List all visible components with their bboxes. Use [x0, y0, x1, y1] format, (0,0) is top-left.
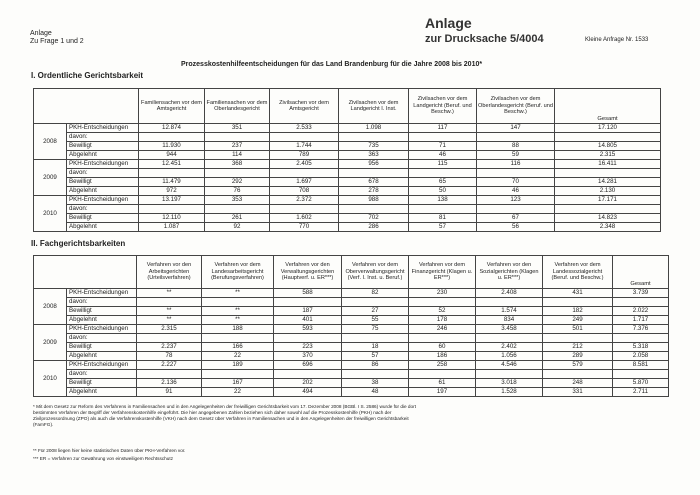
value-cell: ** [137, 307, 202, 316]
row-label: davon: [67, 298, 137, 307]
value-cell [274, 334, 342, 343]
value-cell: 14.805 [555, 142, 661, 151]
row-label: Bewilligt [67, 307, 137, 316]
table-row [34, 214, 661, 223]
value-cell: 331 [543, 388, 613, 397]
table-row [34, 325, 669, 334]
value-cell: 188 [202, 325, 274, 334]
table-row [34, 334, 669, 343]
value-cell [137, 370, 202, 379]
value-cell: 12.874 [139, 124, 205, 133]
value-cell: 57 [342, 352, 409, 361]
table-row [34, 289, 669, 298]
table-row [34, 370, 669, 379]
row-label: Bewilligt [67, 178, 139, 187]
value-cell: 2.408 [476, 289, 543, 298]
value-cell: 246 [409, 325, 476, 334]
value-cell: 27 [342, 307, 409, 316]
row-label: Abgelehnt [67, 352, 137, 361]
footnote-3: *** ER = Verfahren zur Gewährung von einstweiligem Rechtsschutz [33, 456, 174, 461]
section1-title: I. Ordentliche Gerichtsbarkeit [31, 71, 144, 80]
value-cell: 2.130 [555, 187, 661, 196]
value-cell: 123 [477, 196, 555, 205]
value-cell: 292 [205, 178, 270, 187]
table-row [34, 124, 661, 133]
value-cell: 59 [477, 151, 555, 160]
value-cell: 11.930 [139, 142, 205, 151]
year-cell: 2008 [34, 124, 67, 160]
value-cell: 3.739 [613, 289, 669, 298]
value-cell: 88 [477, 142, 555, 151]
section2-title: II. Fachgerichtsbarkeiten [31, 239, 126, 248]
value-cell: 678 [339, 178, 409, 187]
table-header-row [34, 256, 669, 289]
value-cell: 55 [342, 316, 409, 325]
drucksache-title: zur Drucksache 5/4004 [425, 33, 544, 45]
table-row [34, 298, 669, 307]
value-cell: 223 [274, 343, 342, 352]
value-cell: 258 [409, 361, 476, 370]
value-cell: 17.120 [555, 124, 661, 133]
row-label: davon: [67, 133, 139, 142]
value-cell: 248 [543, 379, 613, 388]
value-cell [476, 370, 543, 379]
value-cell: 114 [205, 151, 270, 160]
value-cell: ** [202, 307, 274, 316]
value-cell [202, 334, 274, 343]
value-cell: 2.315 [555, 151, 661, 160]
column-header: Verfahren vor dem Finanzgericht (Klagen u. ER***) [409, 256, 476, 289]
value-cell: 16.411 [555, 160, 661, 169]
value-cell: 1.602 [270, 214, 339, 223]
column-header: Gesamt [613, 256, 669, 289]
value-cell: 770 [270, 223, 339, 232]
value-cell: 956 [339, 160, 409, 169]
value-cell [476, 298, 543, 307]
value-cell: 48 [342, 388, 409, 397]
value-cell: 65 [409, 178, 477, 187]
value-cell [409, 133, 477, 142]
value-cell: 76 [205, 187, 270, 196]
column-header: Verfahren vor den Arbeitsgerichten (Urteilsverfahren) [137, 256, 202, 289]
value-cell: 368 [205, 160, 270, 169]
value-cell [137, 298, 202, 307]
column-header: Verfahren vor dem Landessozialgericht (Beruf. und Beschw.) [543, 256, 613, 289]
value-cell: 86 [342, 361, 409, 370]
row-label: Bewilligt [67, 343, 137, 352]
value-cell: ** [137, 316, 202, 325]
value-cell: 286 [339, 223, 409, 232]
table-row [34, 142, 661, 151]
header-blank-cell [34, 89, 139, 124]
value-cell: 11.479 [139, 178, 205, 187]
value-cell: 289 [543, 352, 613, 361]
value-cell [409, 370, 476, 379]
value-cell: 1.528 [476, 388, 543, 397]
value-cell: 353 [205, 196, 270, 205]
value-cell: 593 [274, 325, 342, 334]
value-cell [543, 334, 613, 343]
value-cell: ** [202, 316, 274, 325]
value-cell: 370 [274, 352, 342, 361]
table-row [34, 151, 661, 160]
row-label: PKH-Entscheidungen [67, 289, 137, 298]
value-cell: 2.348 [555, 223, 661, 232]
column-header: Familiensachen vor dem Amtsgericht [139, 89, 205, 124]
value-cell [477, 169, 555, 178]
table-row [34, 187, 661, 196]
row-label: Abgelehnt [67, 316, 137, 325]
table-row [34, 196, 661, 205]
value-cell: 46 [409, 151, 477, 160]
value-cell [613, 370, 669, 379]
value-cell: 261 [205, 214, 270, 223]
value-cell: 3.018 [476, 379, 543, 388]
value-cell [342, 298, 409, 307]
value-cell: 696 [274, 361, 342, 370]
zu-frage-label: Zu Frage 1 und 2 [30, 38, 84, 45]
value-cell: 2.533 [270, 124, 339, 133]
value-cell [613, 334, 669, 343]
value-cell: 212 [543, 343, 613, 352]
value-cell: 1.717 [613, 316, 669, 325]
value-cell [409, 334, 476, 343]
value-cell [202, 298, 274, 307]
value-cell [139, 133, 205, 142]
value-cell: 5.870 [613, 379, 669, 388]
value-cell: 189 [202, 361, 274, 370]
table-row [34, 307, 669, 316]
value-cell: 834 [476, 316, 543, 325]
row-label: davon: [67, 334, 137, 343]
table-row [34, 205, 661, 214]
value-cell [205, 169, 270, 178]
value-cell: 431 [543, 289, 613, 298]
row-label: PKH-Entscheidungen [67, 361, 137, 370]
table-row [34, 223, 661, 232]
value-cell [555, 133, 661, 142]
value-cell: 944 [139, 151, 205, 160]
row-label: PKH-Entscheidungen [67, 160, 139, 169]
value-cell [339, 133, 409, 142]
table-row [34, 379, 669, 388]
value-cell [477, 205, 555, 214]
value-cell [202, 370, 274, 379]
value-cell: 70 [477, 178, 555, 187]
column-header: Verfahren vor den Verwaltungsgerichten (Hauptverf. u. ER***) [274, 256, 342, 289]
table-ordentliche-gerichtsbarkeit [33, 88, 661, 232]
value-cell: 182 [543, 307, 613, 316]
value-cell: 972 [139, 187, 205, 196]
value-cell: 91 [137, 388, 202, 397]
value-cell: 12.110 [139, 214, 205, 223]
value-cell: 57 [409, 223, 477, 232]
value-cell: 2.227 [137, 361, 202, 370]
value-cell: 75 [342, 325, 409, 334]
value-cell [409, 298, 476, 307]
table-row [34, 343, 669, 352]
value-cell: 2.136 [137, 379, 202, 388]
column-header: Verfahren vor dem Landesarbeitsgericht (Berufungsverfahren) [202, 256, 274, 289]
value-cell: 14.823 [555, 214, 661, 223]
footnote-1c: Zivilprozessordnung (ZPO) als auch die Verfahrenskostenhilfe (VKH) nach dem Gesetz über Verfahren in Familiensachen und in den Angelegenheiten der freiwilligen Gerichtsbarkeit [33, 416, 409, 421]
value-cell: 46 [477, 187, 555, 196]
value-cell: 2.237 [137, 343, 202, 352]
year-cell: 2009 [34, 160, 67, 196]
value-cell: 2.058 [613, 352, 669, 361]
value-cell: 117 [409, 124, 477, 133]
footnote-1a: * Mit dem Gesetz zur Reform des Verfahrens in Familiensachen und in den Angelegenheiten der freiwilligen Gerichtsbarkeit vom 17. Dezember 2008 (BGBl. I S. 2586) wurde für die dort [33, 404, 417, 409]
value-cell: 708 [270, 187, 339, 196]
row-label: davon: [67, 169, 139, 178]
value-cell: 501 [543, 325, 613, 334]
value-cell: 38 [342, 379, 409, 388]
value-cell: ** [137, 289, 202, 298]
column-header: Zivilsachen vor dem Landgericht (Beruf. und Beschw.) [409, 89, 477, 124]
value-cell: 3.458 [476, 325, 543, 334]
value-cell: 82 [342, 289, 409, 298]
value-cell: 78 [137, 352, 202, 361]
value-cell: 702 [339, 214, 409, 223]
kleine-anfrage-label: Kleine Anfrage Nr. 1533 [585, 37, 649, 43]
table-row [34, 361, 669, 370]
column-header: Gesamt [555, 89, 661, 124]
value-cell: 52 [409, 307, 476, 316]
value-cell: 988 [339, 196, 409, 205]
table-fachgerichtsbarkeiten [33, 255, 669, 397]
value-cell: 1.697 [270, 178, 339, 187]
value-cell [342, 334, 409, 343]
footnote-1b: bestimmten Verfahren der Begriff der Verfahrenskostenhilfe eingeführt. Die hier angegebenen Zahlen beziehen sich daher sowohl auf die Prozesskostenhilfe (PKH) nach der [33, 410, 392, 415]
value-cell [555, 205, 661, 214]
row-label: Abgelehnt [67, 388, 137, 397]
value-cell [139, 169, 205, 178]
value-cell: 81 [409, 214, 477, 223]
value-cell: 401 [274, 316, 342, 325]
row-label: PKH-Entscheidungen [67, 325, 137, 334]
value-cell: 494 [274, 388, 342, 397]
value-cell [205, 205, 270, 214]
table-row [34, 178, 661, 187]
value-cell: 7.376 [613, 325, 669, 334]
value-cell: 22 [202, 388, 274, 397]
value-cell: 116 [477, 160, 555, 169]
value-cell [613, 298, 669, 307]
row-label: Abgelehnt [67, 187, 139, 196]
column-header: Zivilsachen vor dem Oberlandesgericht (Beruf. und Beschw.) [477, 89, 555, 124]
document-subtitle: Prozesskostenhilfeentscheidungen für das Land Brandenburg für die Jahre 2008 bis 2010* [181, 61, 483, 68]
value-cell [476, 334, 543, 343]
value-cell: 60 [409, 343, 476, 352]
value-cell [477, 133, 555, 142]
value-cell [339, 169, 409, 178]
value-cell [409, 169, 477, 178]
value-cell [270, 133, 339, 142]
column-header: Zivilsachen vor dem Amtsgericht [270, 89, 339, 124]
value-cell: 138 [409, 196, 477, 205]
value-cell: 147 [477, 124, 555, 133]
row-label: Bewilligt [67, 142, 139, 151]
value-cell: 202 [274, 379, 342, 388]
value-cell: 50 [409, 187, 477, 196]
column-header: Verfahren vor den Sozialgerichten (Klagen u. ER***) [476, 256, 543, 289]
row-label: PKH-Entscheidungen [67, 124, 139, 133]
value-cell: 1.744 [270, 142, 339, 151]
value-cell: 2.405 [270, 160, 339, 169]
row-label: Abgelehnt [67, 223, 139, 232]
value-cell [555, 169, 661, 178]
anlage-label-small: Anlage [30, 30, 52, 37]
value-cell: 2.711 [613, 388, 669, 397]
value-cell: 67 [477, 214, 555, 223]
value-cell [543, 298, 613, 307]
value-cell: 789 [270, 151, 339, 160]
value-cell [543, 370, 613, 379]
value-cell: 166 [202, 343, 274, 352]
value-cell: 1.574 [476, 307, 543, 316]
value-cell: 351 [205, 124, 270, 133]
year-cell: 2008 [34, 289, 67, 325]
value-cell: 61 [409, 379, 476, 388]
year-cell: 2009 [34, 325, 67, 361]
value-cell: 2.315 [137, 325, 202, 334]
value-cell: 167 [202, 379, 274, 388]
value-cell: 13.197 [139, 196, 205, 205]
table-row [34, 388, 669, 397]
table-header-row [34, 89, 661, 124]
value-cell: ** [202, 289, 274, 298]
row-label: Abgelehnt [67, 151, 139, 160]
value-cell: 249 [543, 316, 613, 325]
row-label: PKH-Entscheidungen [67, 196, 139, 205]
value-cell: 8.581 [613, 361, 669, 370]
table-row [34, 316, 669, 325]
value-cell: 178 [409, 316, 476, 325]
value-cell: 1.098 [339, 124, 409, 133]
table-row [34, 169, 661, 178]
value-cell: 2.402 [476, 343, 543, 352]
value-cell: 1.087 [139, 223, 205, 232]
value-cell: 2.372 [270, 196, 339, 205]
value-cell: 5.318 [613, 343, 669, 352]
value-cell [339, 205, 409, 214]
row-label: Bewilligt [67, 214, 139, 223]
row-label: davon: [67, 370, 137, 379]
value-cell: 237 [205, 142, 270, 151]
value-cell [139, 205, 205, 214]
value-cell [342, 370, 409, 379]
value-cell: 115 [409, 160, 477, 169]
column-header: Verfahren vor dem Oberverwaltungsgericht (Verf. I. Inst. u. Beruf.) [342, 256, 409, 289]
value-cell: 17.171 [555, 196, 661, 205]
row-label: Bewilligt [67, 379, 137, 388]
value-cell: 2.022 [613, 307, 669, 316]
header-blank-cell [34, 256, 137, 289]
value-cell: 363 [339, 151, 409, 160]
column-header: Zivilsachen vor dem Landgericht I. Inst. [339, 89, 409, 124]
value-cell: 230 [409, 289, 476, 298]
value-cell [270, 169, 339, 178]
table-row [34, 352, 669, 361]
value-cell: 197 [409, 388, 476, 397]
value-cell: 18 [342, 343, 409, 352]
value-cell: 1.056 [476, 352, 543, 361]
value-cell: 588 [274, 289, 342, 298]
value-cell: 14.281 [555, 178, 661, 187]
value-cell [205, 133, 270, 142]
column-header: Familiensachen vor dem Oberlandesgericht [205, 89, 270, 124]
value-cell [137, 334, 202, 343]
value-cell: 22 [202, 352, 274, 361]
year-cell: 2010 [34, 361, 67, 397]
footnote-1d: (FamFG). [33, 422, 54, 427]
year-cell: 2010 [34, 196, 67, 232]
value-cell: 56 [477, 223, 555, 232]
value-cell: 186 [409, 352, 476, 361]
value-cell: 278 [339, 187, 409, 196]
value-cell: 71 [409, 142, 477, 151]
table-row [34, 133, 661, 142]
value-cell: 12.451 [139, 160, 205, 169]
value-cell [274, 370, 342, 379]
table-row [34, 160, 661, 169]
value-cell: 735 [339, 142, 409, 151]
row-label: davon: [67, 205, 139, 214]
footnote-2: ** Für 2008 liegen hier keine statistischen Daten über PKH-Verfahren vor. [33, 448, 186, 453]
value-cell [409, 205, 477, 214]
value-cell: 4.546 [476, 361, 543, 370]
value-cell [274, 298, 342, 307]
value-cell [270, 205, 339, 214]
value-cell: 187 [274, 307, 342, 316]
value-cell: 579 [543, 361, 613, 370]
anlage-title: Anlage [425, 15, 472, 31]
value-cell: 92 [205, 223, 270, 232]
